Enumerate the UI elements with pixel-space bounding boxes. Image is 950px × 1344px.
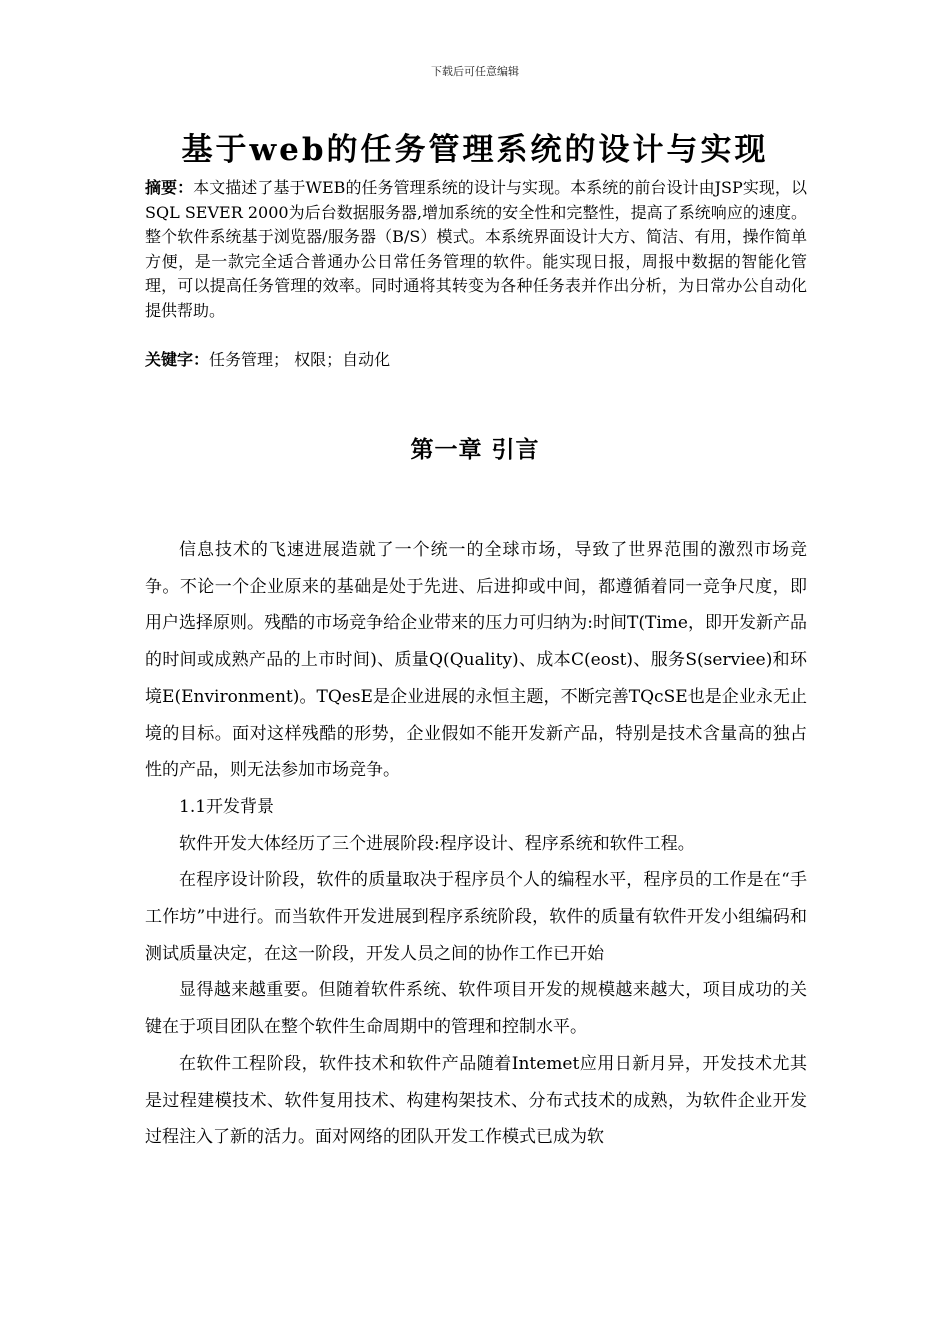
abstract-text: 本文描述了基于WEB的任务管理系统的设计与实现。本系统的前台设计由JSP实现，以SQL SEVER 2000为后台数据服务器,增加系统的安全性和完整性，提高了系统响应的速度。整个软件系统基于浏览器/服务器（B/S）模式。本系统界面设计大方、简洁、有用，操作简单方便，是一款完全适合普通办公日常任务管理的软件。能实现日报，周报中数据的智能化管理，可以提高任务管理的效率。同时通将其转变为各种任务表并作出分析，为日常办公自动化提供帮助。	[145, 178, 807, 320]
paragraph: 在软件工程阶段，软件技术和软件产品随着Intemet应用日新月异，开发技术尤其是过程建模技术、软件复用技术、构建构架技术、分布式技术的成熟，为软件企业开发过程注入了新的活力。面对网络的团队开发工作模式已成为软	[145, 1053, 807, 1148]
chapter-title: 第一章 引言	[410, 436, 540, 463]
keywords-label: 关键字：	[145, 350, 210, 369]
keywords-text: 任务管理； 权限；自动化	[209, 350, 391, 369]
paragraph: 在程序设计阶段，软件的质量取决于程序员个人的编程水平，程序员的工作是在“手工作坊”中进行。而当软件开发进展到程序系统阶段，软件的质量有软件开发小组编码和测试质量决定，在这一阶段，开发人员之间的协作工作已开始	[145, 870, 807, 964]
paragraph: 软件开发大体经历了三个进展阶段:程序设计、程序系统和软件工程。	[179, 833, 695, 854]
body-text	[145, 532, 807, 1156]
keywords	[145, 348, 807, 372]
header-note: 下载后可任意编辑	[431, 65, 519, 78]
paragraph-intro: 信息技术的飞速进展造就了一个统一的全球市场，导致了世界范围的激烈市场竞争。不论一个企业原来的基础是处于先进、后进抑或中间，都遵循着同一竞争尺度，即用户选择原则。残酷的市场竞争给企业带来的压力可归纳为:时间T(Time，即开发新产品的时间或成熟产品的上市时间)、质量Q(Quality)、成本C(eost)、服务S(serviee)和环境E(Environment)。TQesE是企业进展的永恒主题，不断完善TQcSE也是企业永无止境的目标。面对这样残酷的形势，企业假如不能开发新产品，特别是技术含量高的独占性的产品，则无法参加市场竞争。	[145, 540, 807, 781]
document-title: 基于web的任务管理系统的设计与实现	[181, 132, 769, 168]
abstract-label: 摘要：	[145, 178, 194, 197]
paragraph: 显得越来越重要。但随着软件系统、软件项目开发的规模越来越大，项目成功的关键在于项目团队在整个软件生命周期中的管理和控制水平。	[145, 980, 807, 1038]
abstract	[145, 176, 807, 324]
section-heading: 1.1开发背景	[179, 796, 275, 817]
